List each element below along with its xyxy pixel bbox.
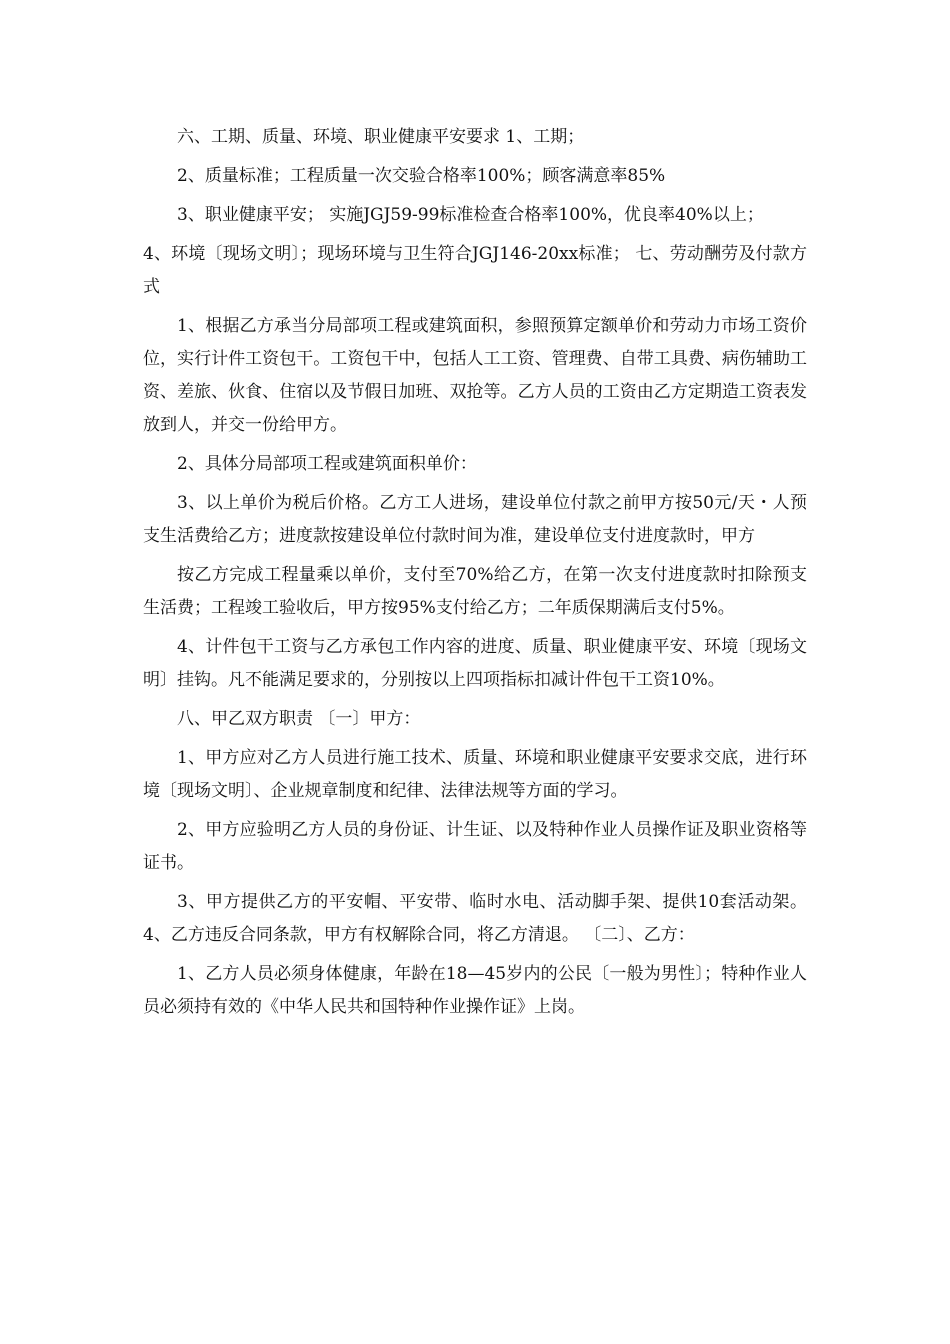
paragraph-section-6-heading: 六、工期、质量、环境、职业健康平安要求 1、工期； <box>177 127 585 147</box>
paragraph-after-tax-price: 3、以上单价为税后价格。乙方工人进场，建设单位付款之前甲方按50元/天・人预支生活费给乙方；进度款按建设单位付款时间为准，建设单位支付进度款时，甲方 <box>143 493 807 546</box>
paragraph-payment-schedule: 按乙方完成工程量乘以单价，支付至70%给乙方，在第一次支付进度款时扣除预支生活费；工程竣工验收后，甲方按95%支付给乙方；二年质保期满后支付5%。 <box>143 565 807 618</box>
paragraph-party-a-duty-3-4: 3、甲方提供乙方的平安帽、平安带、临时水电、活动脚手架、提供10套活动架。 4、乙方违反合同条款，甲方有权解除合同，将乙方清退。 〔二〕、乙方： <box>143 892 807 945</box>
document-body <box>143 121 807 1030</box>
paragraph-party-a-duty-2: 2、甲方应验明乙方人员的身份证、计生证、以及特种作业人员操作证及职业资格等证书。 <box>143 820 807 873</box>
paragraph-unit-price: 2、具体分局部项工程或建筑面积单价： <box>177 454 477 474</box>
paragraph-occupational-safety: 3、职业健康平安； 实施JGJ59-99标准检查合格率100%，优良率40%以上； <box>177 205 764 225</box>
paragraph-environment-and-section-7: 4、环境〔现场文明〕；现场环境与卫生符合JGJ146-20xx标准； 七、劳动酬劳及付款方式 <box>143 244 807 297</box>
paragraph-party-a-duty-1: 1、甲方应对乙方人员进行施工技术、质量、环境和职业健康平安要求交底，进行环境〔现场文明〕、企业规章制度和纪律、法律法规等方面的学习。 <box>143 748 807 801</box>
paragraph-party-b-duty-1: 1、乙方人员必须身体健康，年龄在18—45岁内的公民〔一般为男性〕；特种作业人员必须持有效的《中华人民共和国特种作业操作证》上岗。 <box>143 964 807 1017</box>
paragraph-piecework-wages: 1、根据乙方承当分局部项工程或建筑面积，参照预算定额单价和劳动力市场工资价位，实行计件工资包干。工资包干中，包括人工工资、管理费、自带工具费、病伤辅助工资、差旅、伙食、住宿以及节假日加班、双抢等。乙方人员的工资由乙方定期造工资表发放到人，并交一份给甲方。 <box>143 316 807 435</box>
paragraph-quality-standard: 2、质量标准；工程质量一次交验合格率100%；顾客满意率85% <box>177 166 666 186</box>
paragraph-section-8-heading: 八、甲乙双方职责 〔一〕甲方： <box>177 709 421 729</box>
paragraph-wage-deduction: 4、计件包干工资与乙方承包工作内容的进度、质量、职业健康平安、环境〔现场文明〕挂钩。凡不能满足要求的，分别按以上四项指标扣减计件包干工资10%。 <box>143 637 807 690</box>
